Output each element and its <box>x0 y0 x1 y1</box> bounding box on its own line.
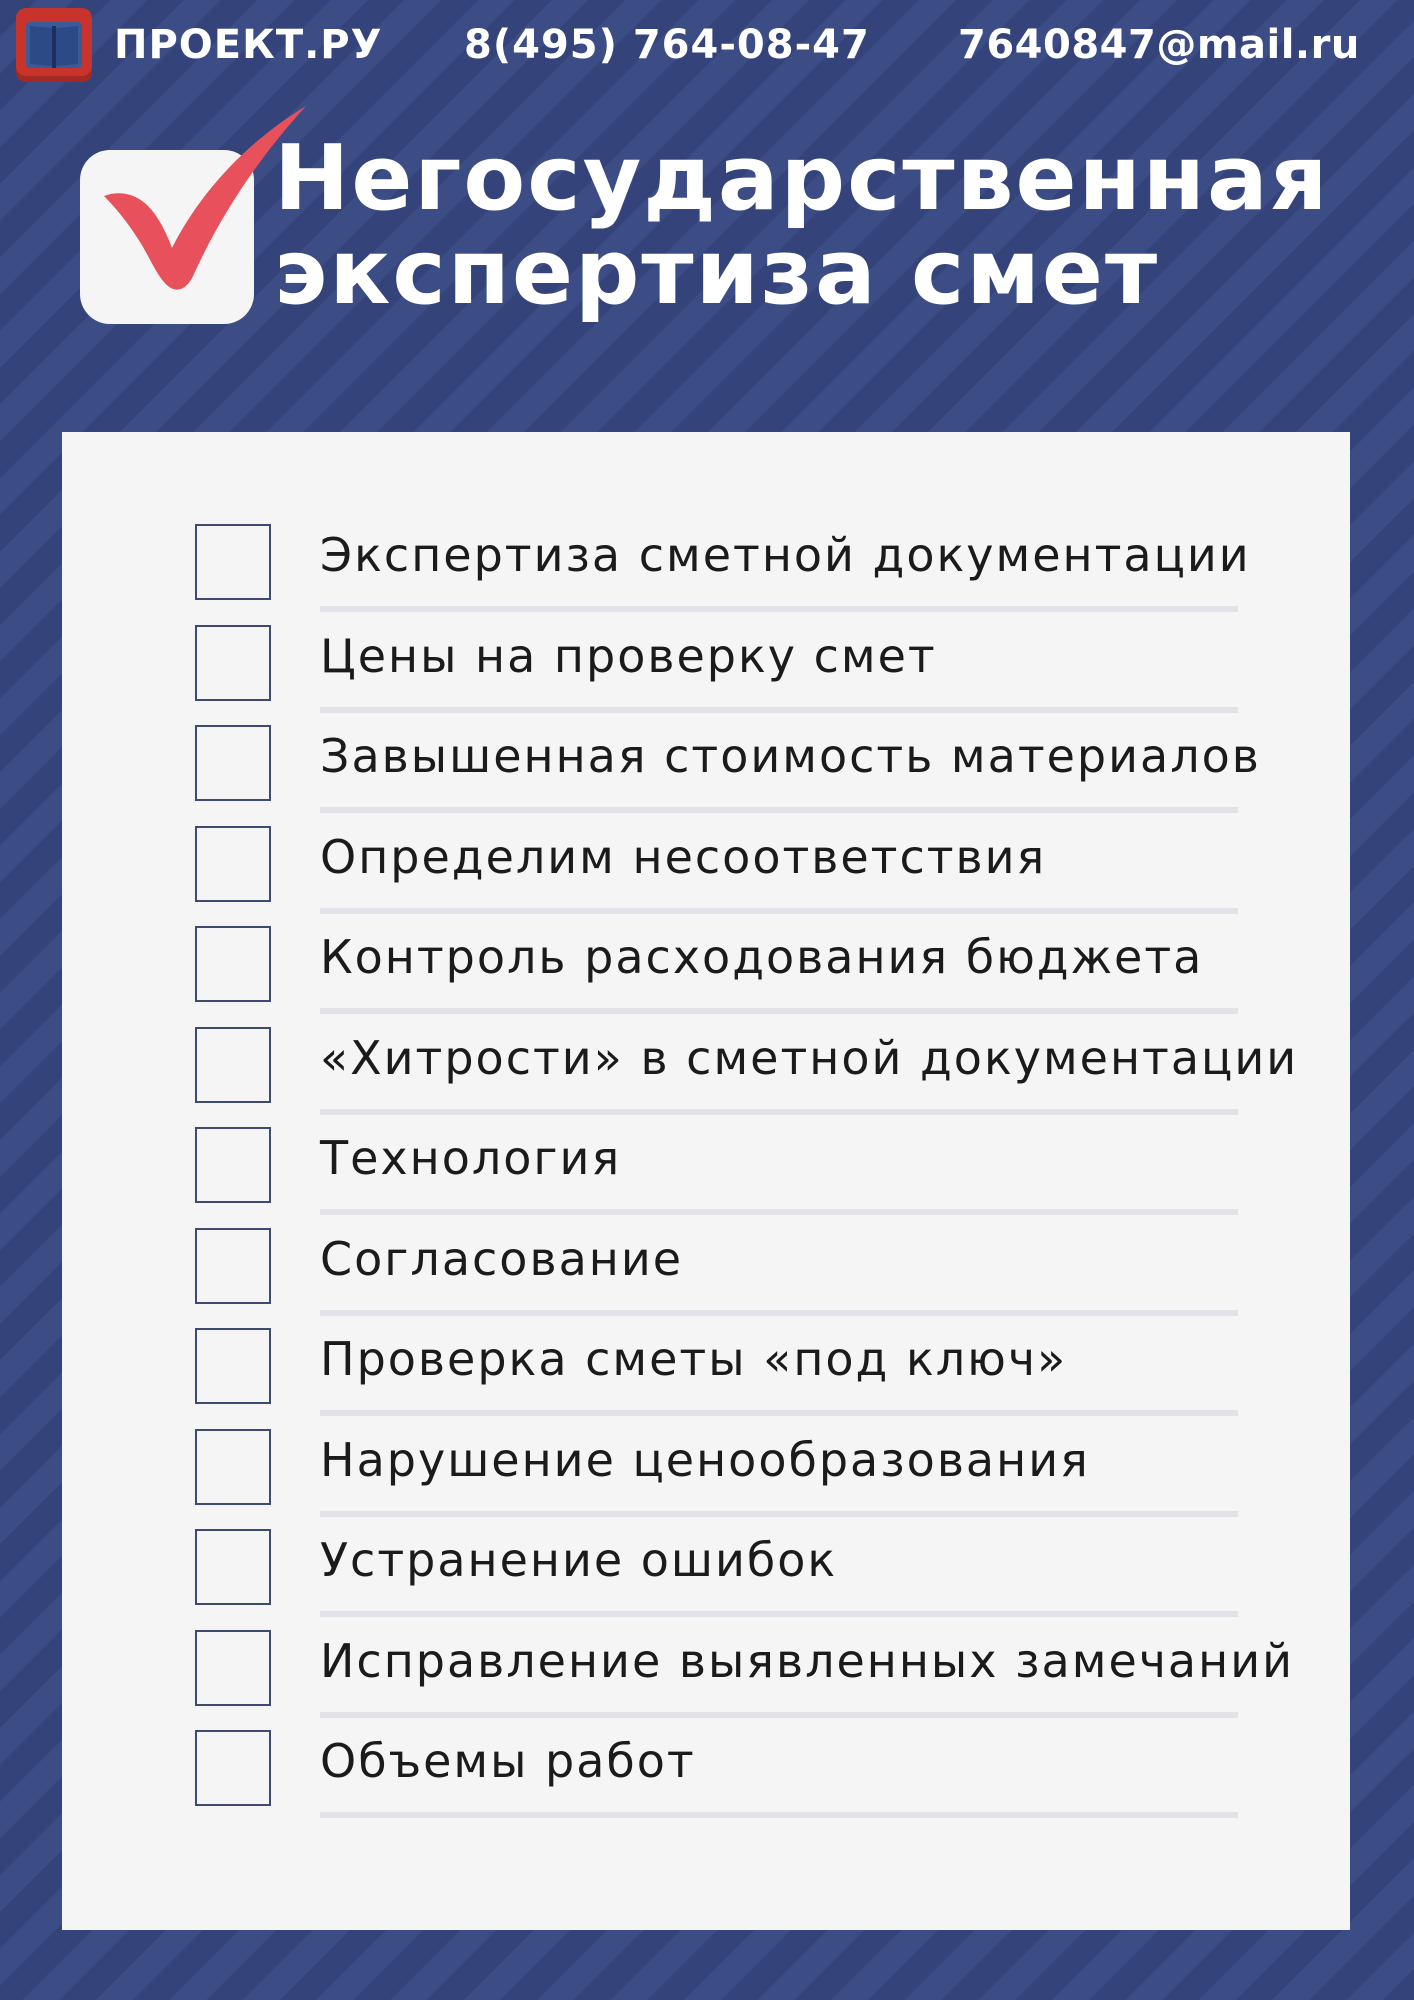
list-item <box>62 1538 1350 1688</box>
title-line-1: Негосударственная <box>274 126 1330 231</box>
brand-name[interactable]: ПРОЕКТ.РУ <box>114 22 383 68</box>
list-item <box>62 432 1350 582</box>
item-label: Технология <box>320 1131 622 1185</box>
item-label: Устранение ошибок <box>320 1533 838 1587</box>
list-item <box>62 734 1350 884</box>
list-item <box>62 533 1350 683</box>
item-label: Объемы работ <box>320 1734 696 1788</box>
list-item <box>62 935 1350 1085</box>
list-item <box>62 1638 1350 1788</box>
list-item <box>62 834 1350 984</box>
item-label: «Хитрости» в сметной документации <box>320 1030 1299 1085</box>
checklist-card <box>62 432 1350 1930</box>
item-label: Цены на проверку смет <box>320 628 937 683</box>
item-label: Определим несоответствия <box>320 829 1047 884</box>
list-item <box>62 1035 1350 1185</box>
list-item <box>62 633 1350 783</box>
list-item <box>62 1437 1350 1587</box>
list-item <box>62 1136 1350 1286</box>
top-bar <box>0 0 1414 92</box>
list-item <box>62 1337 1350 1487</box>
item-label: Согласование <box>320 1231 684 1286</box>
title-line-2: экспертиза смет <box>274 220 1160 325</box>
item-label: Экспертиза сметной документации <box>320 528 1251 582</box>
item-label: Исправление выявленных замечаний <box>320 1633 1294 1688</box>
contact-email[interactable]: 7640847@mail.ru <box>958 22 1360 68</box>
book-icon[interactable] <box>16 8 92 82</box>
item-label: Завышенная стоимость материалов <box>320 729 1261 783</box>
contact-phone[interactable]: 8(495) 764-08-47 <box>464 22 870 68</box>
divider <box>320 1812 1238 1818</box>
item-label: Проверка сметы «под ключ» <box>320 1332 1068 1386</box>
page-title <box>274 126 1394 325</box>
item-label: Контроль расходования бюджета <box>320 930 1204 984</box>
checkbox[interactable] <box>195 1730 271 1806</box>
list-item <box>62 1236 1350 1386</box>
item-label: Нарушение ценообразования <box>320 1432 1090 1487</box>
